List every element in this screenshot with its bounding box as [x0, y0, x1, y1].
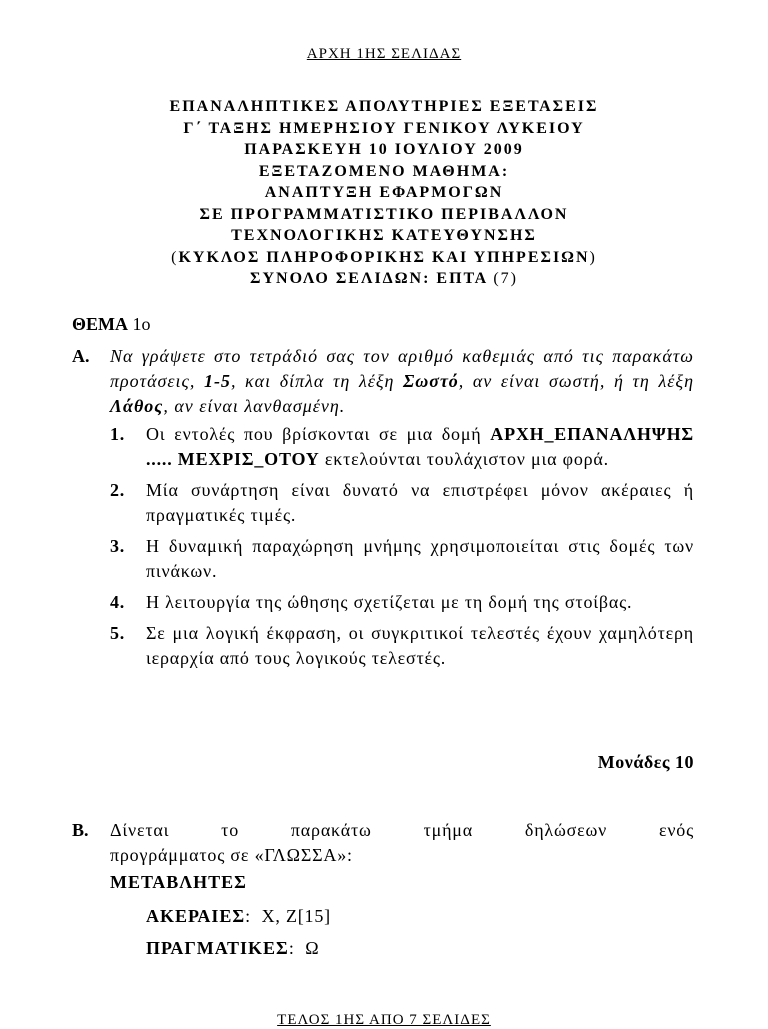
exam-subject-line-2: ΣΕ ΠΡΟΓΡΑΜΜΑΤΙΣΤΙΚΟ ΠΕΡΙΒΑΛΛΟΝ — [199, 205, 569, 223]
section-b-word: δηλώσεων — [524, 820, 608, 840]
exam-header — [0, 96, 768, 290]
section-a-label: Α. — [72, 346, 90, 366]
topic-label: ΘΕΜΑ — [72, 314, 128, 334]
exam-header-line-1: ΕΠΑΝΑΛΗΠΤΙΚΕΣ ΑΠΟΛΥΤΗΡΙΕΣ ΕΞΕΤΑΣΕΙΣ — [169, 98, 599, 115]
reals-vars: Ω — [305, 938, 320, 958]
instructions-part-2: , και δίπλα τη λέξη — [230, 371, 404, 391]
question-text-pre: Οι εντολές που βρίσκονται σε μια δομή — [146, 424, 491, 444]
topic-number: 1ο — [132, 314, 151, 334]
section-b-text — [110, 818, 694, 868]
reals-separator: : — [288, 938, 295, 958]
instructions-part-1: Να γράψετε στο τετράδιό σας τον αριθμό καθεμιάς από τις παρακάτω προτάσεις, — [110, 346, 694, 391]
question-number: 3. — [110, 536, 126, 556]
instructions-correct-word: Σωστό — [403, 371, 459, 391]
exam-subject-line-1: ΑΝΑΠΤΥΞΗ ΕΦΑΡΜΟΓΩΝ — [264, 184, 504, 201]
question-text: Σε μια λογική έκφραση, οι συγκριτικοί τελεστές έχουν χαμηλότερη ιεραρχία από τους λογικούς τελεστές. — [146, 623, 694, 668]
section-b-word: τμήμα — [423, 820, 473, 840]
topic-title — [72, 314, 151, 335]
integers-label: ΑΚΕΡΑΙΕΣ — [146, 906, 246, 926]
section-b — [72, 818, 694, 868]
question-text: Η δυναμική παραχώρηση μνήμης χρησιμοποιείται στις δομές των πινάκων. — [146, 536, 694, 581]
exam-cycle — [0, 247, 768, 269]
declaration-integers — [146, 906, 331, 927]
page-header: ΑΡΧΗ 1ΗΣ ΣΕΛΙΔΑΣ — [306, 46, 462, 62]
instructions-part-4: , αν είναι λανθασμένη. — [163, 396, 346, 416]
integers-vars: Χ, Ζ[15] — [261, 906, 331, 926]
exam-page-total-count: (7) — [493, 270, 518, 287]
section-a-instructions — [110, 344, 694, 419]
exam-date: ΠΑΡΑΣΚΕΥΗ 10 ΙΟΥΛΙΟΥ 2009 — [244, 141, 524, 158]
declarations-title: ΜΕΤΑΒΛΗΤΕΣ — [110, 872, 247, 892]
instructions-range: 1-5 — [203, 371, 231, 391]
section-b-word: Δίνεται — [110, 820, 170, 840]
integers-separator: : — [245, 906, 251, 926]
question-4 — [110, 590, 694, 615]
question-text-keyword: ΑΡΧΗ_ΕΠΑΝΑΛΗΨΗΣ ..... ΜΕΧΡΙΣ_ΟΤΟΥ — [146, 424, 694, 469]
declaration-reals — [146, 938, 319, 959]
question-5 — [110, 621, 694, 671]
question-text: Μία συνάρτηση είναι δυνατό να επιστρέφει μόνον ακέραιες ή πραγματικές τιμές. — [146, 480, 694, 525]
reals-label: ΠΡΑΓΜΑΤΙΚΕΣ — [146, 938, 289, 958]
section-b-word: παρακάτω — [290, 820, 372, 840]
question-text-post: εκτελούνται τουλάχιστον μια φορά. — [319, 449, 609, 469]
question-text: Η λειτουργία της ώθησης σχετίζεται με τη δομή της στοίβας. — [146, 592, 633, 612]
exam-page-total-text: ΣΥΝΟΛΟ ΣΕΛΙΔΩΝ: ΕΠΤΑ — [250, 270, 488, 287]
section-b-line-2: προγράμματος σε «ΓΛΩΣΣΑ»: — [110, 845, 353, 865]
question-1 — [110, 422, 694, 472]
section-b-word: ενός — [658, 820, 694, 840]
section-b-label: Β. — [72, 820, 89, 840]
instructions-part-3: , αν είναι σωστή, ή τη λέξη — [458, 371, 695, 391]
section-b-word: το — [221, 820, 239, 840]
section-b-line-1 — [110, 818, 694, 843]
question-number: 2. — [110, 480, 126, 500]
exam-cycle-close-paren: ) — [589, 248, 597, 266]
instructions-wrong-word: Λάθος — [110, 396, 164, 416]
exam-cycle-open-paren: ( — [171, 248, 179, 266]
page-footer: ΤΕΛΟΣ 1ΗΣ ΑΠΟ 7 ΣΕΛΙΔΕΣ — [277, 1012, 491, 1028]
question-2 — [110, 478, 694, 528]
question-list — [72, 422, 694, 671]
marks: Μονάδες 10 — [597, 752, 694, 772]
exam-cycle-text: ΚΥΚΛΟΣ ΠΛΗΡΟΦΟΡΙΚΗΣ ΚΑΙ ΥΠΗΡΕΣΙΩΝ — [178, 248, 590, 266]
question-number: 1. — [110, 424, 126, 444]
exam-direction: ΤΕΧΝΟΛΟΓΙΚΗΣ ΚΑΤΕΥΘΥΝΣΗΣ — [231, 227, 537, 244]
exam-header-line-2: Γ΄ ΤΑΞΗΣ ΗΜΕΡΗΣΙΟΥ ΓΕΝΙΚΟΥ ΛΥΚΕΙΟΥ — [183, 119, 585, 137]
question-number: 4. — [110, 592, 126, 612]
question-3 — [110, 534, 694, 584]
exam-subject-label: ΕΞΕΤΑΖΟΜΕΝΟ ΜΑΘΗΜΑ: — [258, 162, 510, 180]
exam-page-total — [0, 268, 768, 290]
section-a — [72, 344, 694, 677]
question-number: 5. — [110, 623, 126, 643]
